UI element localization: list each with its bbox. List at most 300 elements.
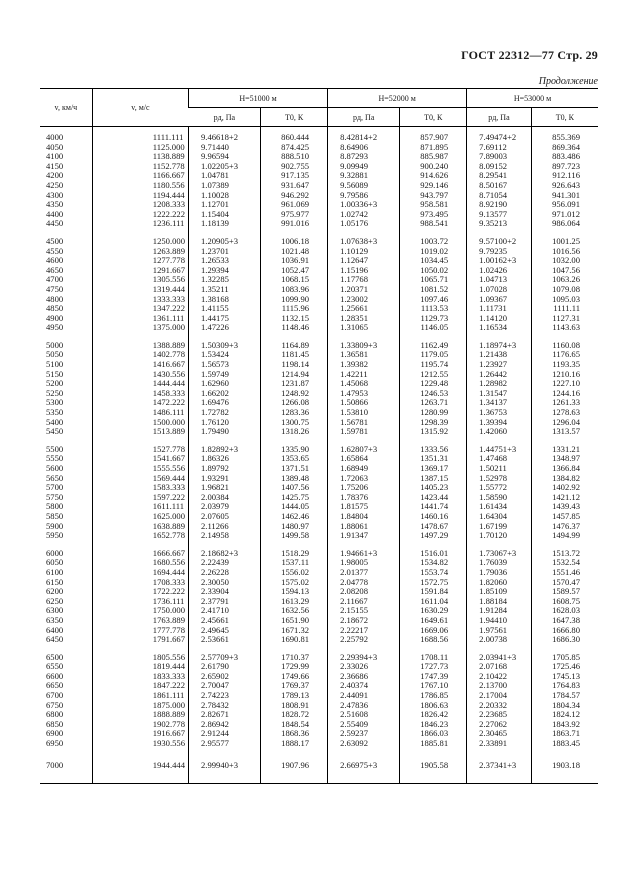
table-value: 1416.667 (152, 359, 185, 370)
table-value: 1458.333 (152, 387, 185, 398)
table-value: 1115.96 (281, 303, 310, 314)
table-value: 1628.03 (552, 605, 580, 616)
table-value: 1708.11 (420, 651, 449, 662)
table-value: 1.16534 (479, 322, 508, 333)
table-value: 1.12647 (340, 255, 369, 266)
table-value: 6350 (46, 614, 64, 625)
table-value: 1553.74 (420, 566, 449, 577)
table-value: 6600 (46, 670, 64, 681)
table-value: 1.21438 (479, 349, 508, 360)
table-value: 1.82060 (479, 576, 508, 587)
table-value: 1.56573 (201, 359, 229, 370)
speed-kmh-header: v, км/ч (40, 89, 92, 127)
table-value: 2.49645 (201, 624, 229, 635)
table-value: 1.73067+3 (479, 547, 517, 558)
table-value: 1848.54 (281, 718, 310, 729)
table-value: 2.01377 (340, 566, 369, 577)
table-value: 1.39394 (479, 416, 508, 427)
table-value: 1371.51 (281, 463, 310, 473)
table-value: 5550 (46, 453, 64, 464)
table-value: 1.47226 (201, 322, 229, 333)
table-value: 1034.45 (420, 255, 449, 266)
table-value: 1335.90 (281, 443, 310, 454)
table-value: 1016.56 (552, 245, 580, 256)
table-value: 1494.99 (552, 530, 580, 541)
pressure-cell-53000 (467, 231, 532, 335)
table-value: 1478.67 (420, 520, 449, 531)
temperature-cell-51000 (261, 231, 328, 335)
table-value: 1594.13 (281, 586, 310, 597)
table-value: 1.07028 (479, 283, 508, 294)
table-value: 2.03979 (201, 501, 229, 512)
standard-title: ГОСТ 22312—77 (461, 48, 555, 62)
table-value: 1589.57 (552, 586, 580, 597)
speed-ms-cell (92, 231, 188, 335)
table-value: 1166.667 (152, 170, 185, 181)
table-value: 874.425 (281, 141, 310, 152)
table-value: 1236.111 (152, 218, 185, 229)
table-value: 1441.74 (420, 501, 449, 512)
table-value: 1555.556 (152, 463, 185, 473)
table-value: 902.755 (281, 160, 310, 171)
table-value: 1.41155 (201, 303, 229, 314)
table-value: 1.94661+3 (340, 547, 378, 558)
table-value: 986.064 (552, 218, 580, 229)
temperature-cell-51000 (261, 543, 328, 647)
table-value: 4600 (46, 255, 64, 266)
table-value: 1222.222 (152, 208, 185, 219)
table-value: 5350 (46, 407, 64, 418)
table-value: 1.09367 (479, 293, 508, 304)
table-value: 1384.82 (552, 472, 580, 483)
table-value: 1194.444 (152, 189, 185, 200)
table-value: 1613.29 (281, 595, 310, 606)
table-value: 1.39382 (340, 359, 369, 370)
table-value: 1127.31 (552, 312, 580, 323)
table-value: 1.84804 (340, 510, 369, 521)
table-value: 6100 (46, 566, 64, 577)
pressure-cell-51000 (189, 543, 261, 647)
table-value: 941.301 (552, 189, 580, 200)
table-value: 2.07168 (479, 661, 508, 672)
table-value: 1052.47 (281, 264, 310, 275)
pressure-cell-52000 (328, 751, 400, 784)
table-value: 5950 (46, 530, 64, 541)
table-value: 1.65864 (340, 453, 369, 464)
table-value: 2.99940+3 (201, 759, 239, 770)
table-value: 1081.52 (420, 283, 449, 294)
table-value: 1.18974+3 (479, 339, 517, 350)
table-value: 2.17004 (479, 690, 508, 701)
table-value: 1366.84 (552, 463, 580, 473)
table-value: 4550 (46, 245, 64, 256)
table-value: 1749.66 (281, 670, 310, 681)
pressure-header-2: pд, Па (328, 108, 400, 127)
table-group (40, 231, 598, 335)
table-value: 1532.54 (552, 557, 580, 568)
table-value: 1164.89 (281, 339, 310, 350)
table-value: 2.08208 (340, 586, 369, 597)
temperature-cell-51000 (261, 127, 328, 231)
table-value: 6400 (46, 624, 64, 635)
table-value: 1313.57 (552, 426, 580, 437)
table-value: 1777.778 (152, 624, 185, 635)
table-value: 1.62807+3 (340, 443, 378, 454)
table-value: 1570.47 (552, 576, 580, 587)
table-value: 1680.556 (152, 557, 185, 568)
table-value: 1111.11 (553, 303, 580, 314)
table-value: 2.23685 (479, 709, 508, 720)
table-value: 1569.444 (152, 472, 185, 483)
table-value: 914.626 (420, 170, 449, 181)
table-value: 2.25792 (340, 634, 369, 645)
table-value: 1763.889 (152, 614, 185, 625)
speed-kmh-cell (40, 231, 92, 335)
table-value: 9.13577 (479, 208, 508, 219)
table-value: 1.32285 (201, 274, 229, 285)
table-value: 1296.04 (552, 416, 580, 427)
table-value: 1804.34 (552, 699, 580, 710)
table-value: 1.52978 (479, 472, 508, 483)
table-value: 1.14120 (479, 312, 508, 323)
table-value: 1.70120 (479, 530, 508, 541)
table-value: 1.91284 (479, 605, 508, 616)
table-value: 2.55409 (340, 718, 369, 729)
table-value: 1863.71 (552, 728, 580, 739)
table-value: 2.15155 (340, 605, 369, 616)
table-value: 912.116 (552, 170, 580, 181)
table-value: 2.74223 (201, 690, 229, 701)
table-value: 9.57100+2 (479, 235, 517, 246)
table-value: 1278.63 (552, 407, 580, 418)
table-value: 1708.333 (152, 576, 185, 587)
temperature-cell-51000 (261, 751, 328, 784)
table-value: 1231.87 (281, 378, 310, 389)
table-value: 9.79235 (479, 245, 508, 256)
table-value: 2.33026 (340, 661, 369, 672)
table-value: 4450 (46, 218, 64, 229)
table-value: 1828.72 (281, 709, 310, 720)
table-value: 1214.94 (281, 368, 310, 379)
table-value: 5900 (46, 520, 64, 531)
table-value: 1.91347 (340, 530, 369, 541)
table-value: 4950 (46, 322, 64, 333)
table-value: 1369.17 (420, 463, 449, 473)
page-number: Стр. 29 (557, 48, 598, 62)
speed-ms-cell (92, 439, 188, 543)
table-value: 958.581 (420, 199, 449, 210)
pressure-cell-53000 (467, 751, 532, 784)
table-value: 1111.111 (152, 132, 184, 142)
temperature-header-3: T0, К (531, 108, 598, 127)
altitude-header-3: H=53000 м (467, 89, 598, 108)
pressure-cell-53000 (467, 335, 532, 439)
table-value: 8.29541 (479, 170, 508, 181)
table-value: 4350 (46, 199, 64, 210)
table-value: 5050 (46, 349, 64, 360)
pressure-cell-53000 (467, 647, 532, 751)
table-value: 1.36753 (479, 407, 508, 418)
table-value: 2.11667 (340, 595, 368, 606)
table-value: 1541.667 (152, 453, 185, 464)
table-value: 2.91244 (201, 728, 229, 739)
table-value: 2.40374 (340, 680, 369, 691)
table-value: 6150 (46, 576, 64, 587)
table-value: 1806.63 (420, 699, 449, 710)
table-value: 943.797 (420, 189, 449, 200)
table-value: 1361.111 (152, 312, 185, 323)
table-value: 1283.36 (281, 407, 310, 418)
table-value: 1132.15 (281, 312, 310, 323)
table-value: 8.71054 (479, 189, 508, 200)
table-value: 2.33891 (479, 738, 508, 749)
table-value: 1819.444 (152, 661, 185, 672)
table-row (40, 335, 598, 439)
table-value: 1402.92 (552, 482, 580, 493)
table-value: 6200 (46, 586, 64, 597)
table-value: 1.15404 (201, 208, 229, 219)
table-value: 1736.111 (152, 595, 185, 606)
speed-kmh-cell (40, 439, 92, 543)
table-value: 4850 (46, 303, 64, 314)
table-value: 1.59749 (201, 368, 229, 379)
table-value: 1.82892+3 (201, 443, 239, 454)
temperature-header-2: T0, К (400, 108, 467, 127)
table-value: 8.64906 (340, 141, 369, 152)
table-value: 1.44175 (201, 312, 229, 323)
table-value: 1826.42 (420, 709, 449, 720)
table-value: 1.29394 (201, 264, 229, 275)
table-value: 6300 (46, 605, 64, 616)
temperature-cell-51000 (261, 439, 328, 543)
table-value: 2.61790 (201, 661, 229, 672)
pressure-cell-51000 (189, 647, 261, 751)
table-value: 1387.15 (420, 472, 449, 483)
table-value: 1.72782 (201, 407, 229, 418)
table-value: 1.00336+3 (340, 199, 378, 210)
table-value: 5750 (46, 491, 64, 502)
temperature-cell-52000 (400, 231, 467, 335)
table-value: 2.66975+3 (340, 759, 378, 770)
temperature-cell-52000 (400, 543, 467, 647)
table-value: 4500 (46, 235, 64, 246)
table-value: 1.78376 (340, 491, 369, 502)
table-value: 1.15196 (340, 264, 369, 275)
table-value: 1439.43 (552, 501, 580, 512)
table-value: 6700 (46, 690, 64, 701)
table-value: 6250 (46, 595, 64, 606)
table-value: 4900 (46, 312, 64, 323)
page-header (461, 48, 598, 63)
table-value: 1423.44 (420, 491, 449, 502)
table-value: 961.069 (281, 199, 310, 210)
table-value: 1883.45 (552, 738, 580, 749)
table-value: 9.96594 (201, 151, 229, 162)
pressure-cell-52000 (328, 543, 400, 647)
table-value: 2.33904 (201, 586, 229, 597)
table-value: 1375.000 (152, 322, 185, 333)
table-value: 2.29394+3 (340, 651, 378, 662)
pressure-cell-52000 (328, 127, 400, 231)
speed-ms-cell (92, 647, 188, 751)
table-value: 1516.01 (420, 547, 449, 558)
table-value: 4300 (46, 189, 64, 200)
table-value: 8.09152 (479, 160, 508, 171)
table-value: 2.78432 (201, 699, 229, 710)
table-value: 1063.26 (552, 274, 580, 285)
table-value: 1.66202 (201, 387, 229, 398)
table-value: 1686.30 (552, 634, 580, 645)
table-value: 1651.90 (281, 614, 310, 625)
table-value: 1903.18 (552, 759, 580, 770)
table-value: 1.07389 (201, 179, 229, 190)
table-value: 1.67199 (479, 520, 508, 531)
pressure-cell-52000 (328, 335, 400, 439)
table-value: 1068.15 (281, 274, 310, 285)
altitude-header-1: H=51000 м (189, 89, 328, 108)
table-value: 5400 (46, 416, 64, 427)
table-value: 1905.58 (420, 759, 449, 770)
table-value: 1444.05 (281, 501, 310, 512)
table-value: 1146.05 (420, 322, 449, 333)
table-value: 1767.10 (420, 680, 449, 691)
table-value: 6900 (46, 728, 64, 739)
table-value: 8.87293 (340, 151, 369, 162)
table-value: 9.09949 (340, 160, 369, 171)
table-value: 1460.16 (420, 510, 449, 521)
table-value: 2.00738 (479, 634, 508, 645)
table-value: 6750 (46, 699, 64, 710)
table-value: 1.02742 (340, 208, 369, 219)
table-value: 1.55772 (479, 482, 508, 493)
table-value: 929.146 (420, 179, 449, 190)
table-value: 1671.32 (281, 624, 310, 635)
table-value: 1.69476 (201, 397, 229, 408)
table-value: 1497.29 (420, 530, 449, 541)
table-value: 1729.99 (281, 661, 310, 672)
table-value: 1097.46 (420, 293, 449, 304)
table-value: 1.81575 (340, 501, 369, 512)
table-value: 9.71440 (201, 141, 229, 152)
temperature-cell-51000 (261, 335, 328, 439)
atmosphere-table (40, 88, 598, 784)
table-value: 5700 (46, 482, 64, 493)
table-value: 1.31065 (340, 322, 369, 333)
table-value: 1129.73 (420, 312, 449, 323)
table-value: 1833.333 (152, 670, 185, 681)
table-value: 1.79036 (479, 566, 508, 577)
table-value: 917.135 (281, 170, 310, 181)
table-value: 2.03941+3 (479, 651, 517, 662)
table-value: 1.38168 (201, 293, 229, 304)
table-value: 4050 (46, 141, 64, 152)
table-value: 1457.85 (552, 510, 580, 521)
temperature-cell-53000 (531, 647, 598, 751)
table-value: 973.495 (420, 208, 449, 219)
table-value: 4800 (46, 293, 64, 304)
pressure-cell-51000 (189, 439, 261, 543)
table-value: 1.33809+3 (340, 339, 378, 350)
table-value: 1.47953 (340, 387, 369, 398)
table-value: 1212.55 (420, 368, 449, 379)
temperature-header-1: T0, К (261, 108, 328, 127)
table-value: 2.30465 (479, 728, 508, 739)
table-value: 5850 (46, 510, 64, 521)
table-value: 1.10129 (340, 245, 369, 256)
table-value: 1551.46 (552, 566, 580, 577)
table-value: 1902.778 (152, 718, 185, 729)
table-value: 1315.92 (420, 426, 449, 437)
pressure-cell-53000 (467, 543, 532, 647)
table-value: 6800 (46, 709, 64, 720)
table-value: 1486.111 (152, 407, 185, 418)
table-value: 1.23927 (479, 359, 508, 370)
table-value: 1.47468 (479, 453, 508, 464)
table-value: 1388.889 (152, 339, 185, 350)
table-value: 1.23002 (340, 293, 369, 304)
table-value: 855.369 (552, 132, 580, 142)
table-value: 1652.778 (152, 530, 185, 541)
table-value: 2.63092 (340, 738, 369, 749)
table-value: 2.22439 (201, 557, 229, 568)
speed-kmh-cell (40, 127, 92, 231)
table-value: 1.05176 (340, 218, 369, 229)
table-value: 926.643 (552, 179, 580, 190)
table-value: 988.541 (420, 218, 449, 229)
table-value: 1.00162+3 (479, 255, 517, 266)
temperature-cell-51000 (261, 647, 328, 751)
table-value: 1824.12 (552, 709, 580, 720)
table-value: 1.97561 (479, 624, 508, 635)
table-value: 1.76120 (201, 416, 229, 427)
table-value: 1944.444 (152, 759, 185, 770)
table-value: 2.95577 (201, 738, 229, 749)
table-group (40, 543, 598, 647)
pressure-cell-51000 (189, 231, 261, 335)
table-value: 1138.889 (152, 151, 185, 162)
table-value: 5450 (46, 426, 64, 437)
table-value: 1.04713 (479, 274, 508, 285)
table-value: 4200 (46, 170, 64, 181)
temperature-cell-53000 (531, 335, 598, 439)
table-value: 1.11731 (479, 303, 507, 314)
table-value: 1885.81 (420, 738, 449, 749)
table-value: 1.98005 (340, 557, 369, 568)
table-value: 1688.56 (420, 634, 449, 645)
table-value: 1611.04 (420, 595, 449, 606)
table-value: 1.44751+3 (479, 443, 517, 454)
table-value: 1.53810 (340, 407, 369, 418)
table-value: 1647.38 (552, 614, 580, 625)
table-value: 1476.37 (552, 520, 580, 531)
table-value: 1769.37 (281, 680, 310, 691)
table-value: 5100 (46, 359, 64, 370)
table-value: 1572.75 (420, 576, 449, 587)
table-value: 1229.48 (420, 378, 449, 389)
table-value: 1.75206 (340, 482, 369, 493)
table-row (40, 647, 598, 751)
table-value: 2.36686 (340, 670, 369, 681)
table-value: 1847.222 (152, 680, 185, 691)
table-value: 1208.333 (152, 199, 185, 210)
table-value: 1916.667 (152, 728, 185, 739)
table-value: 1.18139 (201, 218, 229, 229)
table-value: 1389.48 (281, 472, 310, 483)
table-value: 1.34137 (479, 397, 508, 408)
table-value: 2.86942 (201, 718, 229, 729)
table-value: 1.28351 (340, 312, 369, 323)
table-value: 5000 (46, 339, 64, 350)
